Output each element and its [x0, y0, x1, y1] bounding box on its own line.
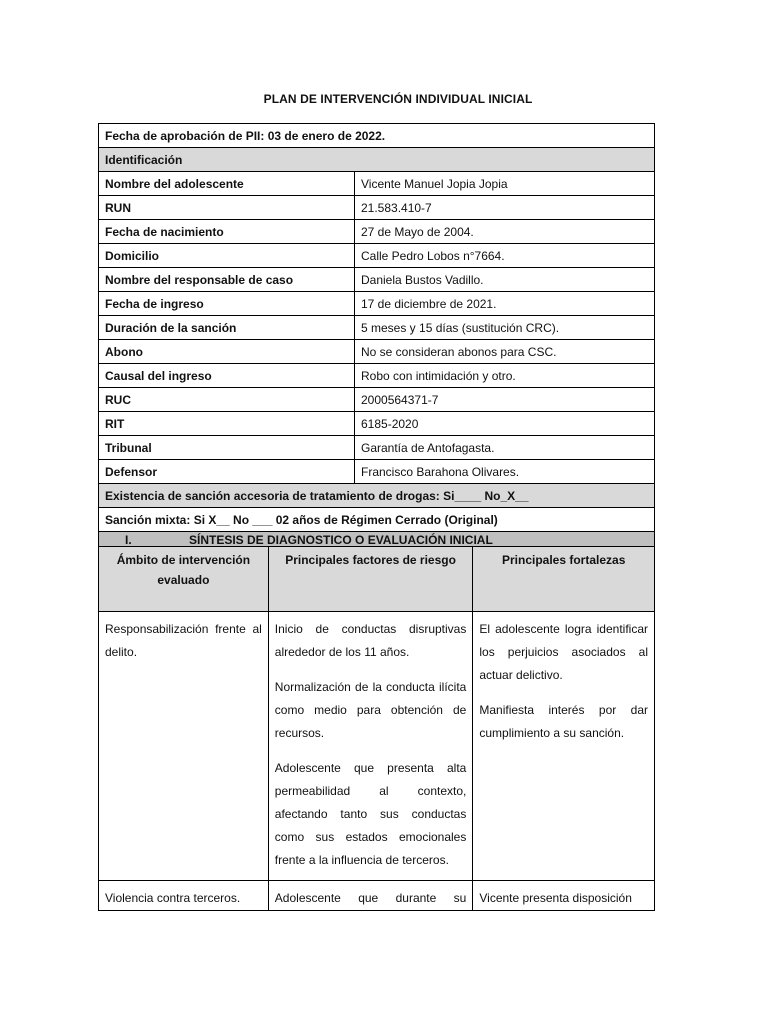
field-label: RUN	[99, 196, 355, 220]
field-row	[99, 220, 655, 244]
field-label: Causal del ingreso	[99, 364, 355, 388]
field-row	[99, 244, 655, 268]
field-value: 6185-2020	[355, 412, 655, 436]
identification-header: Identificación	[99, 148, 655, 172]
risks-cell	[268, 612, 473, 881]
field-label: Fecha de ingreso	[99, 292, 355, 316]
risk-item: Inicio de conductas disruptivas alrededor de los 11 años.	[274, 622, 467, 659]
risk-item: Adolescente que presenta alta permeabilidad al contexto, afectando tanto sus conductas como sus estados emocionales frente a la influencia de terceros.	[274, 761, 467, 867]
field-row	[99, 268, 655, 292]
field-row	[99, 340, 655, 364]
field-row	[99, 460, 655, 484]
field-row	[99, 364, 655, 388]
field-value: 27 de Mayo de 2004.	[355, 220, 655, 244]
area-cell	[99, 612, 269, 881]
field-row	[99, 316, 655, 340]
section-number: I.	[125, 532, 132, 547]
strengths-cell	[473, 881, 655, 911]
field-row	[99, 436, 655, 460]
field-label: RUC	[99, 388, 355, 412]
area-cell	[99, 881, 269, 911]
strength-item: Vicente presenta disposición	[479, 891, 632, 905]
column-header-area: Ámbito de intervención evaluado	[99, 547, 269, 612]
field-label: Abono	[99, 340, 355, 364]
diagnosis-table	[98, 546, 655, 911]
table-row	[99, 881, 655, 911]
risk-item: Normalización de la conducta ilícita como medio para obtención de recursos.	[274, 680, 467, 740]
field-value: No se consideran abonos para CSC.	[355, 340, 655, 364]
identification-table	[98, 123, 655, 548]
field-row	[99, 172, 655, 196]
field-row	[99, 196, 655, 220]
field-row	[99, 388, 655, 412]
strengths-cell	[473, 612, 655, 881]
field-value: Robo con intimidación y otro.	[355, 364, 655, 388]
strength-item: El adolescente logra identificar los perjuicios asociados al actuar delictivo.	[479, 622, 648, 682]
field-value: 2000564371-7	[355, 388, 655, 412]
risks-cell	[268, 881, 473, 911]
drug-sanction-row: Existencia de sanción accesoria de tratamiento de drogas: Si____ No_X__	[99, 484, 655, 508]
field-label: Tribunal	[99, 436, 355, 460]
field-value: Francisco Barahona Olivares.	[355, 460, 655, 484]
section-title: SÍNTESIS DE DIAGNOSTICO O EVALUACIÓN INICIAL	[189, 532, 493, 547]
field-label: Duración de la sanción	[99, 316, 355, 340]
column-header-risks: Principales factores de riesgo	[268, 547, 473, 612]
area-text: Responsabilización frente al delito.	[105, 622, 262, 659]
field-row	[99, 292, 655, 316]
field-label: Fecha de nacimiento	[99, 220, 355, 244]
field-label: Nombre del adolescente	[99, 172, 355, 196]
table-row	[99, 612, 655, 881]
field-label: Domicilio	[99, 244, 355, 268]
approval-date: Fecha de aprobación de PII: 03 de enero de 2022.	[99, 124, 655, 148]
field-value: Vicente Manuel Jopia Jopia	[355, 172, 655, 196]
field-value: 5 meses y 15 días (sustitución CRC).	[355, 316, 655, 340]
document-title: PLAN DE INTERVENCIÓN INDIVIDUAL INICIAL	[263, 92, 533, 106]
field-label: Nombre del responsable de caso	[99, 268, 355, 292]
strength-item: Manifiesta interés por dar cumplimiento a su sanción.	[479, 703, 648, 740]
field-label: RIT	[99, 412, 355, 436]
field-value: Calle Pedro Lobos n°7664.	[355, 244, 655, 268]
field-label: Defensor	[99, 460, 355, 484]
field-row	[99, 412, 655, 436]
field-value: 17 de diciembre de 2021.	[355, 292, 655, 316]
field-value: Garantía de Antofagasta.	[355, 436, 655, 460]
mixed-sanction-row: Sanción mixta: Si X__ No ___ 02 años de Régimen Cerrado (Original)	[99, 508, 655, 532]
column-header-strengths: Principales fortalezas	[473, 547, 655, 612]
field-value: Daniela Bustos Vadillo.	[355, 268, 655, 292]
area-text: Violencia contra terceros.	[105, 891, 241, 905]
field-value: 21.583.410-7	[355, 196, 655, 220]
risk-item: Adolescente que durante su	[274, 891, 467, 905]
